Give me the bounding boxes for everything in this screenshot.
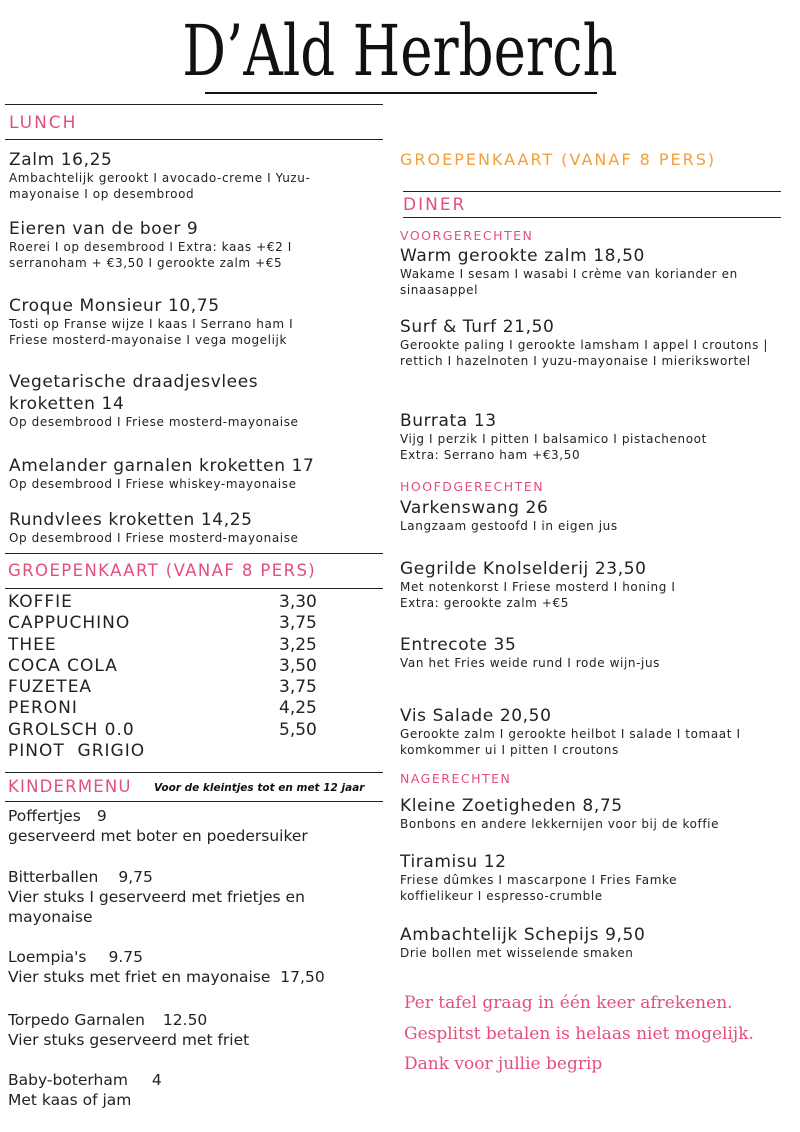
lunch-item [9, 371, 329, 431]
drinks-heading: GROEPENKAART (VANAF 8 PERS) [8, 561, 317, 580]
drink-price: 3,50 [279, 655, 317, 676]
dish-description: Tosti op Franse wijze I kaas I Serrano ham I Friese mosterd-mayonaise I vega mogelijk [9, 317, 294, 347]
kids-dish-name: Loempia's [8, 948, 87, 966]
lunch-item [9, 149, 349, 202]
divider [5, 801, 383, 802]
diner-item [400, 245, 785, 298]
dish-name: Burrata 13 [400, 411, 497, 431]
dish-description: Met notenkorst I Friese mosterd I honing I [400, 580, 676, 594]
kids-item [8, 947, 368, 987]
divider [403, 191, 781, 192]
kids-dish-price: 9,75 [118, 868, 153, 886]
diner-item [400, 851, 740, 904]
dish-description: Drie bollen met wisselende smaken [400, 946, 634, 960]
drink-price: 3,75 [279, 677, 317, 698]
dish-name: Rundvlees kroketten 14,25 [9, 510, 253, 530]
kids-item [8, 867, 333, 927]
dish-description: Ambachtelijk gerookt I avocado-creme I Yuzu-mayonaise I op desembrood [9, 171, 311, 201]
dish-description: Langzaam gestoofd I in eigen jus [400, 519, 618, 533]
drink-price: 3,75 [279, 613, 317, 634]
payment-note-line: Dank voor jullie begrip [404, 1054, 603, 1074]
diner-item [400, 705, 792, 758]
dish-description: Wakame I sesam I wasabi I crème van koriander en sinaasappel [400, 267, 738, 297]
hoofdgerechten-heading: HOOFDGERECHTEN [400, 479, 545, 494]
divider [5, 772, 383, 773]
kids-dish-description: Met kaas of jam [8, 1091, 132, 1109]
dish-description: Roerei I op desembrood I Extra: kaas +€2 I serranoham + €3,50 I gerookte zalm +€5 [9, 240, 292, 270]
kids-heading: KINDERMENU [8, 777, 132, 796]
dish-description: Op desembrood I Friese mosterd-mayonaise [9, 415, 299, 429]
dish-name: Ambachtelijk Schepijs 9,50 [400, 925, 646, 945]
drink-price: 4,25 [279, 698, 317, 719]
kids-dish-price: 12.50 [162, 1011, 208, 1029]
dish-name: Vegetarische draadjesvlees kroketten 14 [9, 372, 259, 414]
group-menu-heading: GROEPENKAART (VANAF 8 PERS) [400, 150, 717, 169]
divider [403, 217, 781, 218]
kids-dish-price: 4 [151, 1071, 162, 1089]
drink-name: PERONI [8, 698, 78, 719]
dish-name: Surf & Turf 21,50 [400, 317, 555, 337]
kids-dish-description: Vier stuks geserveerd met friet [8, 1031, 250, 1049]
kids-dish-price: 9.75 [108, 948, 143, 966]
kids-dish-description: geserveerd met boter en poedersuiker [8, 827, 308, 845]
drinks-prices [279, 592, 339, 741]
nagerechten-heading: NAGERECHTEN [400, 771, 512, 786]
dish-name: Zalm 16,25 [9, 150, 113, 170]
divider [5, 139, 383, 140]
drink-name: COCA COLA [8, 655, 118, 676]
dish-description: Friese dûmkes I mascarpone I Fries Famke koffielikeur I espresso-crumble [400, 873, 678, 903]
kids-dish-description: Vier stuks met friet en mayonaise 17,50 [8, 968, 325, 986]
diner-item [400, 795, 785, 833]
diner-item [400, 316, 785, 369]
dish-name: Entrecote 35 [400, 635, 517, 655]
lunch-item [9, 509, 379, 547]
kids-dish-price: 9 [96, 807, 107, 825]
payment-note-line: Gesplitst betalen is helaas niet mogelijk. [404, 1023, 754, 1044]
kids-dish-description: Vier stuks I geserveerd met frietjes en mayonaise [8, 888, 305, 926]
dish-description: Gerookte zalm I gerookte heilbot I salade I tomaat I komkommer ui I pitten I croutons [400, 727, 741, 757]
dish-description: Op desembrood I Friese whiskey-mayonaise [9, 477, 297, 491]
drink-price: 3,30 [279, 592, 317, 612]
dish-name: Amelander garnalen kroketten 17 [9, 456, 315, 476]
dish-name: Croque Monsieur 10,75 [9, 296, 220, 316]
drink-name: THEE [8, 634, 57, 655]
lunch-item [9, 295, 329, 348]
dish-name: Kleine Zoetigheden 8,75 [400, 796, 623, 816]
dish-name: Eieren van de boer 9 [9, 219, 199, 239]
dish-description: Bonbons en andere lekkernijen voor bij de koffie [400, 817, 720, 831]
drink-name: CAPPUCHINO [8, 613, 131, 634]
drink-name: FUZETEA [8, 677, 93, 698]
kids-dish-name: Poffertjes [8, 807, 81, 825]
diner-item [400, 410, 785, 463]
diner-item [400, 497, 785, 535]
kids-dish-name: Baby-boterham [8, 1071, 128, 1089]
dish-extra: Extra: gerookte zalm +€5 [400, 595, 569, 610]
drink-price: 5,50 [279, 719, 317, 740]
payment-note [404, 988, 794, 1080]
kids-item [8, 806, 348, 846]
lunch-item [9, 455, 379, 493]
dish-name: Tiramisu 12 [400, 852, 507, 872]
dish-description: Van het Fries weide rund I rode wijn-jus [400, 656, 661, 670]
dish-extra: Extra: Serrano ham +€3,50 [400, 447, 581, 462]
drink-price: 3,25 [279, 634, 317, 655]
divider [5, 553, 383, 554]
kids-item [8, 1070, 348, 1110]
drink-name: GROLSCH 0.0 [8, 719, 135, 740]
dish-name: Warm gerookte zalm 18,50 [400, 246, 645, 266]
dish-description: Vijg I perzik I pitten I balsamico I pistachenoot [400, 432, 707, 446]
payment-note-line: Per tafel graag in één keer afrekenen. [404, 993, 733, 1013]
voorgerechten-heading: VOORGERECHTEN [400, 228, 534, 243]
restaurant-name: D’Ald Herberch [182, 10, 618, 92]
diner-item [400, 558, 785, 611]
dish-description: Gerookte paling I gerookte lamsham I appel I croutons | rettich I hazelnoten I yuzu-mayonaise I mierikswortel [400, 338, 769, 368]
kids-subheading: Voor de kleintjes tot en met 12 jaar [154, 782, 365, 794]
dish-name: Gegrilde Knolselderij 23,50 [400, 559, 647, 579]
divider [5, 104, 383, 105]
dish-description: Op desembrood I Friese mosterd-mayonaise [9, 531, 299, 545]
diner-heading: DINER [403, 195, 467, 215]
divider [5, 588, 383, 589]
lunch-item [9, 218, 329, 271]
dish-name: Vis Salade 20,50 [400, 706, 552, 726]
drinks-names [8, 592, 208, 762]
lunch-heading: LUNCH [9, 113, 78, 133]
diner-item [400, 634, 785, 672]
dish-name: Varkenswang 26 [400, 498, 549, 518]
diner-item [400, 924, 785, 962]
drink-name: PINOT GRIGIO [8, 741, 146, 762]
drink-name: KOFFIE [8, 592, 73, 612]
kids-dish-name: Torpedo Garnalen [8, 1011, 145, 1029]
kids-dish-name: Bitterballen [8, 868, 99, 886]
kids-item [8, 1010, 348, 1050]
title-underline [205, 92, 597, 94]
